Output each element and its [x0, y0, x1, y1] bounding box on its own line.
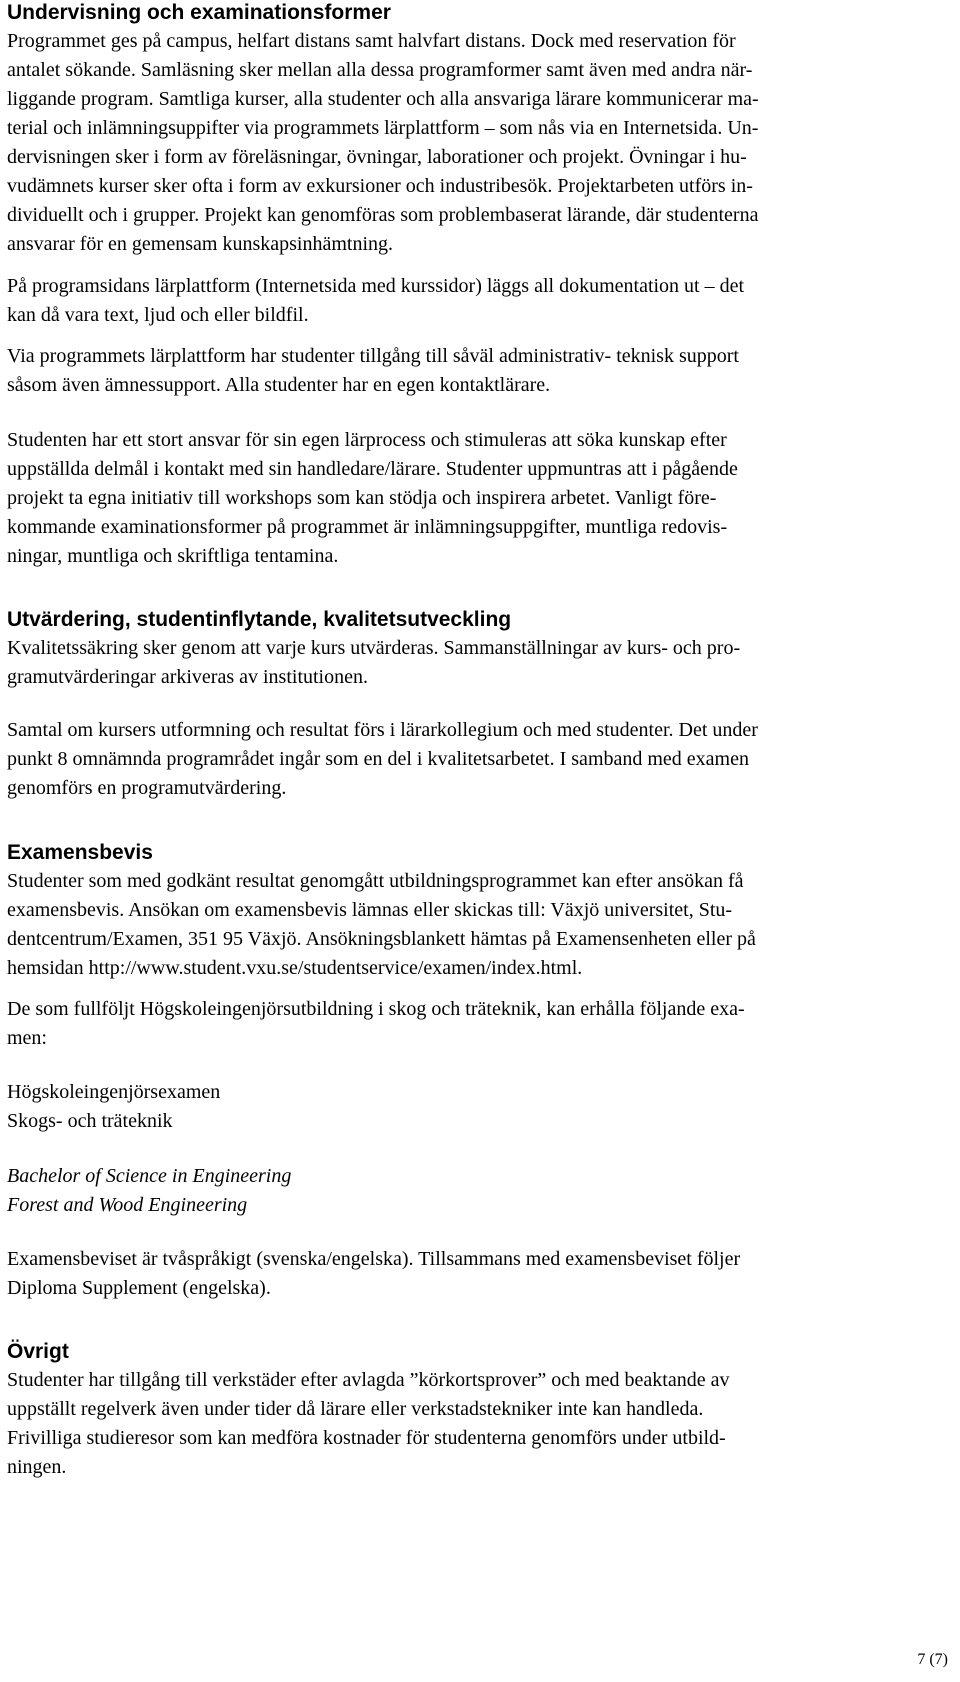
- paragraph: Examensbeviset är tvåspråkigt (svenska/engelska). Tillsammans med examensbeviset följer Diploma Supplement (engelska).: [7, 1248, 741, 1299]
- paragraph: Via programmets lärplattform har studenter tillgång till såväl administrativ- teknisk support såsom även ämnessupport. Alla studenter har en egen kontaktlärare.: [7, 345, 739, 396]
- document-content: [7, 0, 947, 1482]
- paragraph: De som fullföljt Högskoleingenjörsutbildning i skog och träteknik, kan erhålla följande exa- men:: [7, 998, 745, 1049]
- degree-title-english: Bachelor of Science in Engineering Forest and Wood Engineering: [7, 1165, 292, 1216]
- paragraph: Studenten har ett stort ansvar för sin egen lärprocess och stimuleras att söka kunskap efter uppställda delmål i kontakt med sin handledare/lärare. Studenter uppmuntras att i pågående projekt ta egna initiativ till workshops som kan stödja och inspirera arbetet. Vanligt före- kommande examinationsformer på programmet är inlämningsuppgifter, muntliga redovis- ningar, muntliga och skriftliga tentamina.: [7, 429, 738, 567]
- section-heading-utvardering: Utvärdering, studentinflytande, kvalitetsutveckling: [7, 608, 512, 631]
- paragraph: Studenter har tillgång till verkstäder efter avlagda ”körkortsprover” och med beaktande av uppställt regelverk även under tider då lärare eller verkstadstekniker inte kan handleda. Frivilliga studieresor som kan medföra kostnader för studenterna genomförs under utbild- ningen.: [7, 1369, 730, 1478]
- paragraph: Studenter som med godkänt resultat genomgått utbildningsprogrammet kan efter ansökan få examensbevis. Ansökan om examensbevis lämnas eller skickas till: Växjö universitet, Stu- dentcentrum/Examen, 351 95 Växjö. Ansökningsblankett hämtas på Examensenheten eller på hemsidan http://www.student.vxu.se/studentservice/examen/index.html.: [7, 870, 756, 979]
- section-heading-ovrigt: Övrigt: [7, 1340, 69, 1363]
- section-heading-examensbevis: Examensbevis: [7, 841, 153, 864]
- degree-title-swedish: Högskoleingenjörsexamen Skogs- och träteknik: [7, 1081, 221, 1132]
- paragraph: Samtal om kursers utformning och resultat förs i lärarkollegium och med studenter. Det under punkt 8 omnämnda programrådet ingår som en del i kvalitetsarbetet. I samband med examen genomförs en programutvärdering.: [7, 719, 758, 799]
- section-heading-undervisning: Undervisning och examinationsformer: [7, 1, 391, 24]
- page-number: 7 (7): [917, 1651, 948, 1668]
- paragraph: På programsidans lärplattform (Internetsida med kurssidor) läggs all dokumentation ut – det kan då vara text, ljud och eller bildfil.: [7, 275, 745, 326]
- paragraph: Programmet ges på campus, helfart distans samt halvfart distans. Dock med reservation för antalet sökande. Samläsning sker mellan alla dessa programformer samt även med andra när- liggande program. Samtliga kurser, alla studenter och alla ansvariga lärare kommunicerar ma- terial och inlämningsuppifter via programmets lärplattform – som nås via en Internetsida. Un- dervisningen sker i form av föreläsningar, övningar, laborationer och projekt. Övningar i hu- vudämnets kurser sker ofta i form av exkursioner och industribesök. Projektarbeten utförs in- dividuellt och i grupper. Projekt kan genomföras som problembaserat lärande, där studenterna ansvarar för en gemensam kunskapsinhämtning.: [7, 30, 759, 255]
- paragraph: Kvalitetssäkring sker genom att varje kurs utvärderas. Sammanställningar av kurs- och pro- gramutvärderingar arkiveras av institutionen.: [7, 637, 741, 688]
